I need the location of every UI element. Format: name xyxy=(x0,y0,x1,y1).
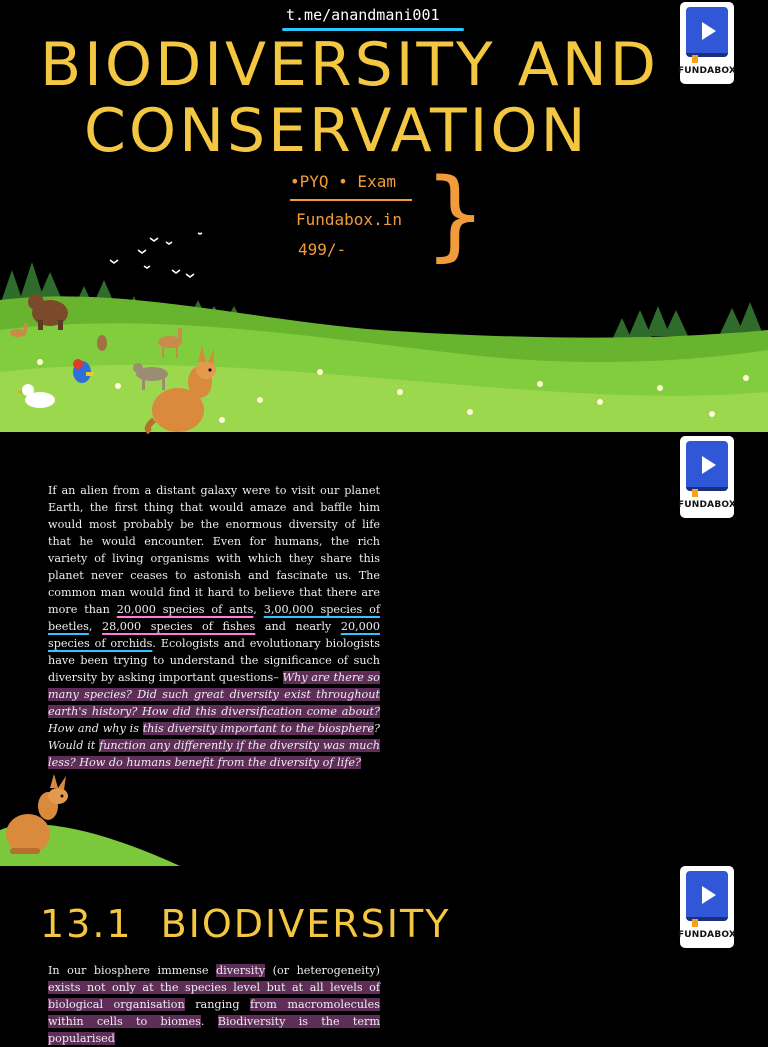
section-number: 13.1 xyxy=(40,902,133,946)
logo-text: FUNDABOX xyxy=(677,500,737,510)
slide-title-line-1: BIODIVERSITY AND xyxy=(40,30,659,100)
intro-text-slide xyxy=(0,434,768,866)
text-segment: and nearly xyxy=(255,620,341,633)
slide-title-line-2: CONSERVATION xyxy=(84,96,589,166)
text-segment: exists not only at the species level but at all levels of biological organisation xyxy=(48,981,380,1011)
text-segment: 20,000 species of ants xyxy=(116,603,254,616)
text-segment: . Ecologists and evolutionary biologists have been trying to understand the significance of such diversity by asking important questions– xyxy=(48,637,380,684)
text-segment: 20,000 species of orchids xyxy=(48,620,380,650)
play-book-icon xyxy=(686,871,728,921)
text-segment: diversity xyxy=(216,964,266,977)
section-heading xyxy=(40,902,450,946)
note-website: Fundabox.in xyxy=(296,210,402,229)
fundabox-logo[interactable] xyxy=(677,2,737,84)
curly-brace: } xyxy=(424,158,487,272)
text-segment: ranging xyxy=(184,998,251,1011)
text-segment: Why are there so many species? Did such great diversity exist throughout earth's history? How did this diversification come about? xyxy=(48,671,380,718)
text-segment: this diversity important to the biosphere xyxy=(142,722,374,735)
play-book-icon xyxy=(686,7,728,57)
text-segment: function any differently if the diversity was much less? How do humans benefit from the diversity of life? xyxy=(48,739,380,769)
logo-text: FUNDABOX xyxy=(677,930,737,940)
play-book-icon xyxy=(686,441,728,491)
text-segment: In our biosphere immense xyxy=(48,964,217,977)
section-title-text: BIODIVERSITY xyxy=(160,902,451,946)
note-pyq-exam: •PYQ • Exam xyxy=(290,172,396,191)
text-segment: (or heterogeneity) xyxy=(265,964,380,977)
text-segment: . xyxy=(200,1015,218,1028)
text-segment: from macromolecules within cells to biomes xyxy=(48,998,380,1028)
text-segment: , xyxy=(88,620,102,633)
text-segment: Biodiversity is the term popularised xyxy=(48,1015,380,1045)
fundabox-logo[interactable] xyxy=(677,866,737,948)
text-segment: If an alien from a distant galaxy were to visit our planet Earth, the first thing that would amaze and baffle him would most probably be the enormous diversity of life that he would encounter. Even for humans, the rich variety of living organisms with which they share this planet never ceases to astonish and fascinate us. The common man would find it hard to believe that there are more than xyxy=(48,484,380,616)
text-segment: , xyxy=(253,603,264,616)
logo-text: FUNDABOX xyxy=(677,66,737,76)
birds xyxy=(110,233,202,277)
fundabox-logo[interactable] xyxy=(677,436,737,518)
text-segment: ? Would it xyxy=(48,722,380,752)
note-price: 499/- xyxy=(298,240,347,259)
intro-paragraph xyxy=(48,482,380,771)
telegram-handle: t.me/anandmani001 xyxy=(286,6,440,24)
note-divider xyxy=(290,199,412,201)
biodiversity-paragraph xyxy=(48,962,380,1047)
section-slide xyxy=(0,866,768,1045)
text-segment: How and why is xyxy=(48,722,143,735)
text-segment: 28,000 species of fishes xyxy=(102,620,256,633)
title-slide xyxy=(0,0,768,432)
text-segment: 3,00,000 species of beetles xyxy=(48,603,380,633)
